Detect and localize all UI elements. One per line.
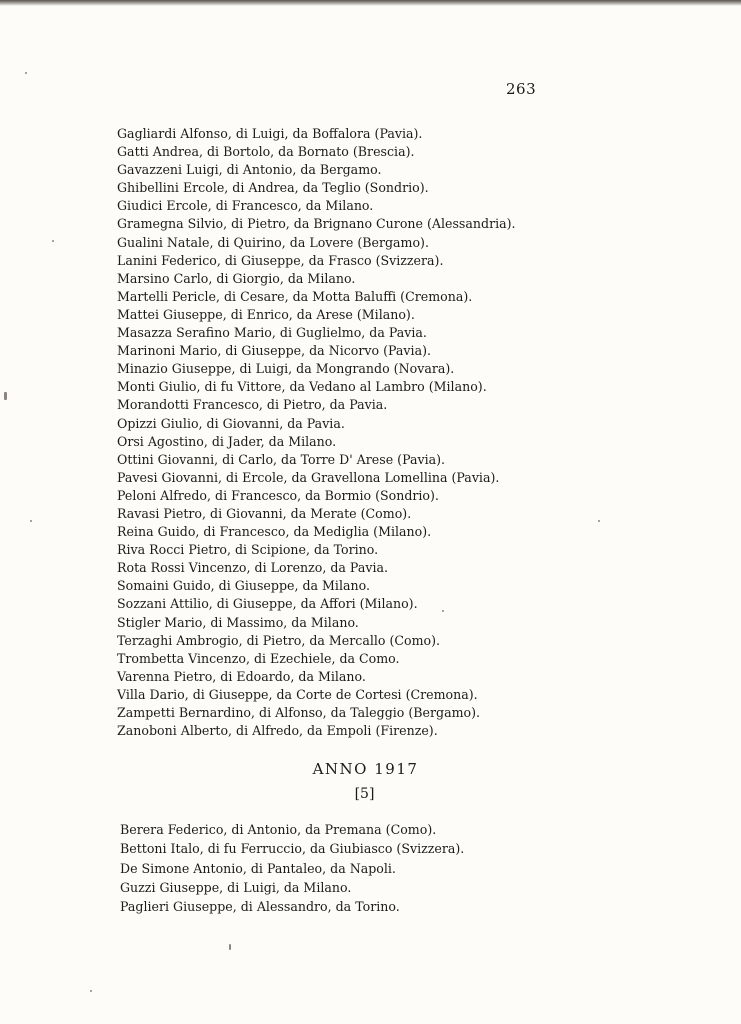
list-item: Martelli Pericle, di Cesare, da Motta Baluffi (Cremona). (117, 288, 473, 304)
list-item: Zampetti Bernardino, di Alfonso, da Taleggio (Bergamo). (117, 705, 481, 720)
list-item: Trombetta Vincenzo, di Ezechiele, da Como. (117, 650, 400, 666)
scan-speck (30, 520, 32, 522)
list-item: Bettoni Italo, di fu Ferruccio, da Giubiasco (Svizzera). (120, 841, 465, 857)
section-count: [5] (354, 786, 375, 802)
page-top-edge (0, 0, 741, 6)
list-item: Varenna Pietro, di Edoardo, da Milano. (117, 668, 366, 684)
list-item: Minazio Giuseppe, di Luigi, da Mongrando (Novara). (117, 361, 455, 377)
scan-speck (25, 72, 27, 74)
list-item: Lanini Federico, di Giuseppe, da Frasco (Svizzera). (117, 252, 444, 268)
list-item: Orsi Agostino, di Jader, da Milano. (117, 433, 337, 449)
list-item: Gramegna Silvio, di Pietro, da Brignano Curone (Alessandria). (117, 216, 516, 232)
list-item: Ghibellini Ercole, di Andrea, da Teglio (Sondrio). (117, 180, 429, 196)
scan-speck (90, 990, 92, 992)
scan-speck (442, 610, 444, 612)
list-item: Rota Rossi Vincenzo, di Lorenzo, da Pavia. (117, 560, 388, 576)
list-item: Berera Federico, di Antonio, da Premana (Como). (120, 822, 437, 837)
list-item: Riva Rocci Pietro, di Scipione, da Torino. (117, 542, 379, 558)
list-item: Opizzi Giulio, di Giovanni, da Pavia. (117, 415, 345, 431)
list-item: Ottini Giovanni, di Carlo, da Torre D' Arese (Pavia). (117, 451, 446, 467)
list-item: Marinoni Mario, di Giuseppe, da Nicorvo (Pavia). (117, 343, 431, 359)
list-item: Marsino Carlo, di Giorgio, da Milano. (117, 270, 356, 286)
list-item: Gagliardi Alfonso, di Luigi, da Boffalora (Pavia). (117, 126, 423, 141)
list-item: Morandotti Francesco, di Pietro, da Pavia. (117, 397, 388, 413)
list-item: Zanoboni Alberto, di Alfredo, da Empoli (Firenze). (117, 723, 438, 739)
list-item: De Simone Antonio, di Pantaleo, da Napoli. (120, 860, 396, 876)
list-item: Mattei Giuseppe, di Enrico, da Arese (Milano). (117, 306, 415, 322)
list-item: Villa Dario, di Giuseppe, da Corte de Cortesi (Cremona). (117, 686, 478, 702)
list-item: Ravasi Pietro, di Giovanni, da Merate (Como). (117, 505, 412, 521)
list-item: Paglieri Giuseppe, di Alessandro, da Torino. (120, 899, 400, 915)
list-item: Masazza Serafino Mario, di Guglielmo, da Pavia. (117, 325, 427, 341)
list-item: Guzzi Giuseppe, di Luigi, da Milano. (120, 879, 352, 895)
list-item: Pavesi Giovanni, di Ercole, da Gravellona Lomellina (Pavia). (117, 469, 500, 485)
list-item: Gualini Natale, di Quirino, da Lovere (Bergamo). (117, 234, 429, 250)
list-item: Gatti Andrea, di Bortolo, da Bornato (Brescia). (117, 144, 415, 160)
list-item: Peloni Alfredo, di Francesco, da Bormio (Sondrio). (117, 487, 439, 503)
page-number: 263 (506, 80, 537, 98)
list-item: Terzaghi Ambrogio, di Pietro, da Mercallo (Como). (117, 632, 441, 648)
scan-speck (4, 392, 7, 400)
scan-speck (598, 520, 600, 522)
list-item: Monti Giulio, di fu Vittore, da Vedano al Lambro (Milano). (117, 379, 487, 395)
list-item: Giudici Ercole, di Francesco, da Milano. (117, 198, 374, 214)
list-item: Stigler Mario, di Massimo, da Milano. (117, 614, 359, 630)
list-item: Gavazzeni Luigi, di Antonio, da Bergamo. (117, 162, 382, 178)
section-name-list (120, 820, 464, 916)
list-item: Somaini Guido, di Giuseppe, da Milano. (117, 578, 370, 594)
list-item: Reina Guido, di Francesco, da Mediglia (Milano). (117, 524, 432, 540)
list-item: Sozzani Attilio, di Giuseppe, da Affori (Milano). (117, 596, 418, 612)
name-list (117, 125, 516, 740)
section-count-line (0, 786, 741, 802)
scan-speck (229, 944, 231, 950)
section-title: ANNO 1917 (312, 760, 419, 778)
section-heading (0, 760, 741, 778)
scan-speck (52, 240, 54, 242)
